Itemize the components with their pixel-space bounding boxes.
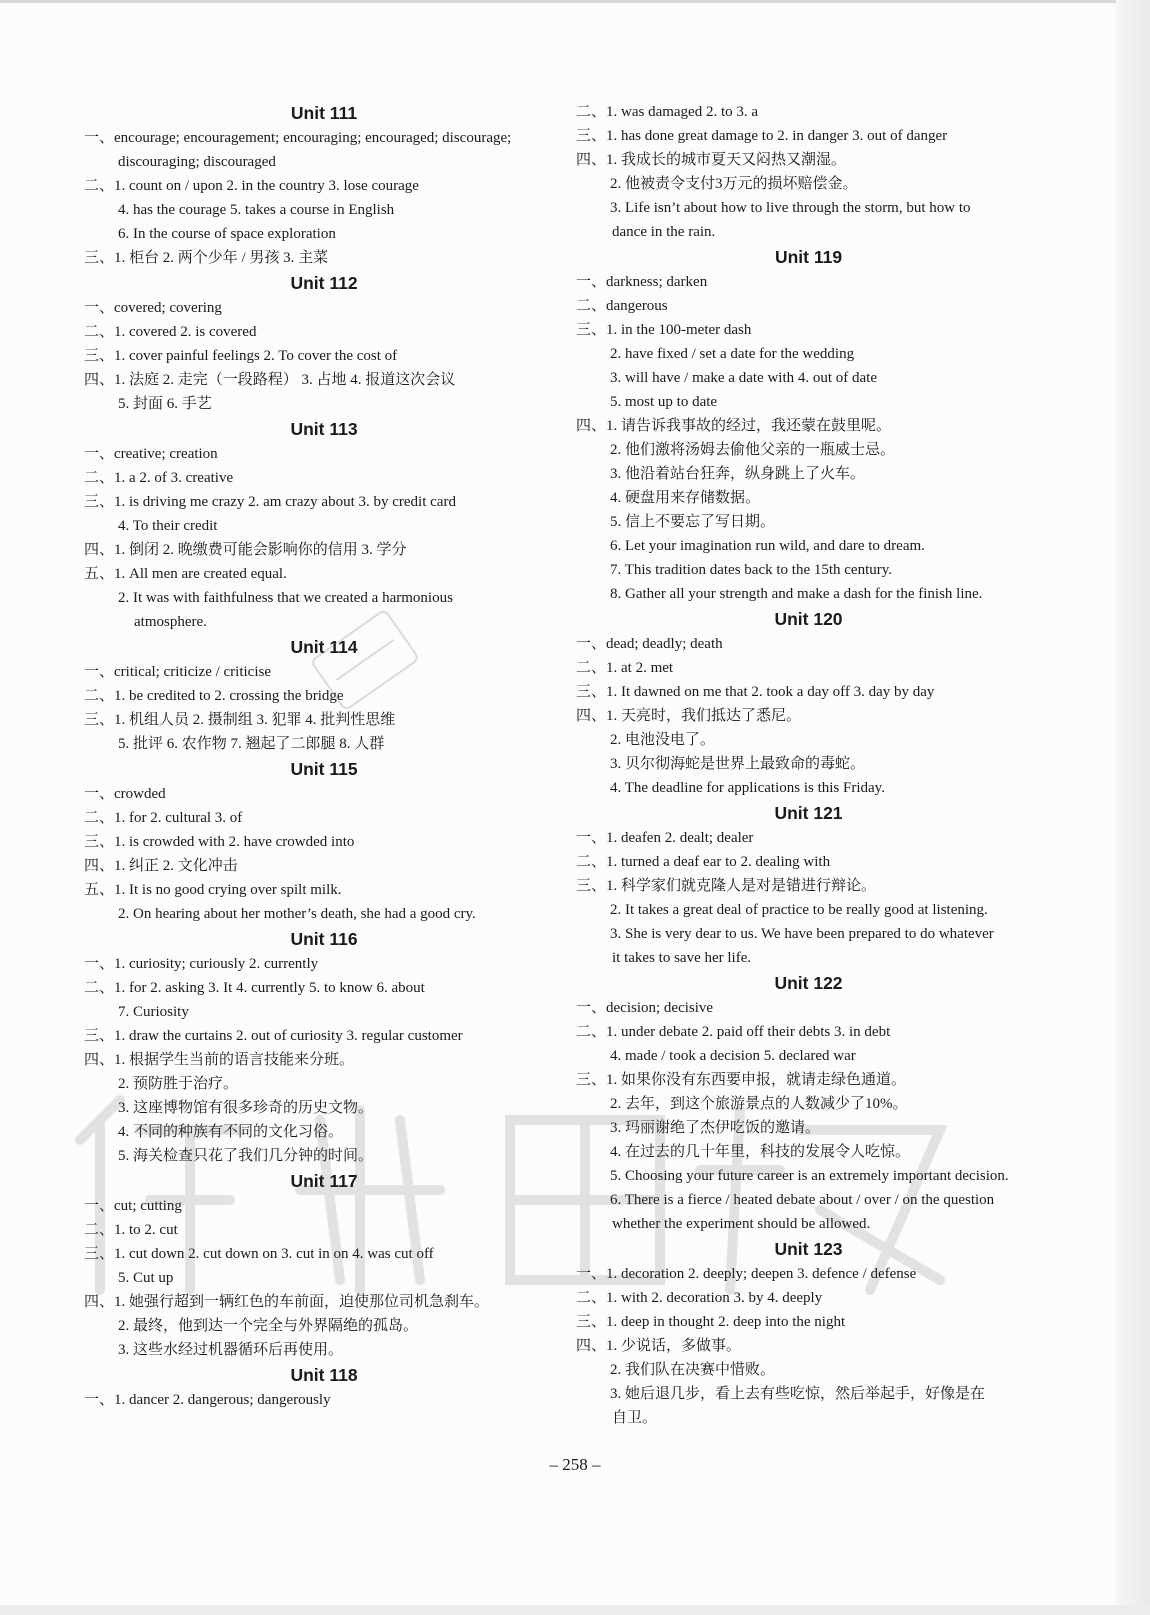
- answer-line: 5. most up to date: [610, 394, 718, 410]
- answer-line: 一、1. decoration 2. deeply; deepen 3. defence / defense: [576, 1266, 917, 1282]
- unit-section: [576, 970, 1041, 1236]
- answer-line: 一、creative; creation: [84, 446, 218, 462]
- answer-line: 2. 他们激将汤姆去偷他父亲的一瓶威士忌。: [610, 442, 896, 458]
- answer-line: 二、1. with 2. decoration 3. by 4. deeply: [576, 1290, 823, 1306]
- answer-line: 7. Curiosity: [118, 1004, 189, 1020]
- unit-title: Unit 112: [290, 273, 358, 293]
- answer-line: 三、1. 如果你没有东西要申报，就请走绿色通道。: [576, 1072, 907, 1088]
- answer-line: 二、1. turned a deaf ear to 2. dealing with: [576, 854, 831, 870]
- answer-line: 五、1. All men are created equal.: [84, 566, 287, 582]
- answer-line: 三、1. is crowded with 2. have crowded into: [84, 834, 355, 850]
- answer-line: 一、encourage; encouragement; encouraging; encouraged; discourage;: [84, 130, 512, 146]
- answer-line: 三、1. 机组人员 2. 摄制组 3. 犯罪 4. 批判性思维: [84, 712, 396, 728]
- page-number: – 258 –: [549, 1455, 601, 1474]
- answer-line: 一、1. dancer 2. dangerous; dangerously: [84, 1392, 331, 1408]
- unit-title: Unit 113: [290, 419, 358, 439]
- answer-line: 3. 她后退几步，看上去有些吃惊，然后举起手，好像是在: [610, 1386, 986, 1402]
- answer-line: whether the experiment should be allowed.: [612, 1216, 871, 1232]
- answer-line: 三、1. cover painful feelings 2. To cover the cost of: [84, 348, 398, 364]
- answer-line: 2. On hearing about her mother’s death, she had a good cry.: [118, 906, 476, 922]
- unit-section: [84, 756, 564, 926]
- answer-line: 2. 最终，他到达一个完全与外界隔绝的孤岛。: [118, 1318, 419, 1334]
- answer-line: 6. There is a fierce / heated debate about / over / on the question: [610, 1192, 995, 1208]
- answer-line: 二、1. at 2. met: [576, 660, 674, 676]
- answer-line: 一、darkness; darken: [576, 274, 708, 290]
- unit-title: Unit 120: [774, 609, 843, 629]
- answer-line: 二、dangerous: [576, 298, 668, 314]
- answer-line: 3. 他沿着站台狂奔，纵身跳上了火车。: [610, 466, 866, 482]
- answer-line: 2. It was with faithfulness that we created a harmonious: [118, 590, 453, 606]
- unit-title: Unit 122: [774, 973, 843, 993]
- unit-title: Unit 115: [290, 759, 358, 779]
- unit-title: Unit 111: [290, 103, 358, 123]
- answer-line: 一、1. curiosity; curiously 2. currently: [84, 956, 319, 972]
- answer-line: 2. have fixed / set a date for the wedding: [610, 346, 855, 362]
- answer-line: 4. 不同的种族有不同的文化习俗。: [118, 1124, 344, 1140]
- answer-line: 三、1. deep in thought 2. deep into the night: [576, 1314, 846, 1330]
- answer-line: 二、1. under debate 2. paid off their debts 3. in debt: [576, 1024, 891, 1040]
- answer-line: 三、1. It dawned on me that 2. took a day off 3. day by day: [576, 684, 935, 700]
- answer-line: 5. 信上不要忘了写日期。: [610, 514, 776, 530]
- answer-line: 三、1. cut down 2. cut down on 3. cut in on 4. was cut off: [84, 1246, 434, 1262]
- right-column: [576, 100, 1041, 1430]
- scan-edge-right: [1116, 0, 1150, 1615]
- answer-line: discouraging; discouraged: [118, 154, 276, 170]
- answer-line: 二、1. covered 2. is covered: [84, 324, 257, 340]
- answer-line: 三、1. 科学家们就克隆人是对是错进行辩论。: [576, 878, 877, 894]
- answer-line: 3. Life isn’t about how to live through the storm, but how to: [610, 200, 971, 216]
- answer-line: 四、1. 倒闭 2. 晚缴费可能会影响你的信用 3. 学分: [84, 542, 407, 558]
- answer-line: 2. 电池没电了。: [610, 732, 716, 748]
- answer-line: 7. This tradition dates back to the 15th century.: [610, 562, 893, 578]
- answer-line: 二、1. was damaged 2. to 3. a: [576, 104, 759, 120]
- answer-line: 3. 玛丽谢绝了杰伊吃饭的邀请。: [610, 1120, 821, 1136]
- answer-line: 5. 批评 6. 农作物 7. 翘起了二郎腿 8. 人群: [118, 736, 385, 752]
- unit-title: Unit 119: [774, 247, 843, 267]
- answer-line: 四、1. 天亮时，我们抵达了悉尼。: [576, 708, 802, 724]
- left-column: [84, 100, 564, 1412]
- answer-line: 3. will have / make a date with 4. out of date: [610, 370, 878, 386]
- answer-line: 2. It takes a great deal of practice to be really good at listening.: [610, 902, 988, 918]
- answer-line: 五、1. It is no good crying over spilt milk.: [84, 882, 342, 898]
- unit-title: Unit 116: [290, 929, 358, 949]
- unit-section: [84, 270, 564, 416]
- answer-line: 5. Cut up: [118, 1270, 174, 1286]
- answer-line: 四、1. 法庭 2. 走完（一段路程） 3. 占地 4. 报道这次会议: [84, 372, 456, 388]
- answer-line: 8. Gather all your strength and make a dash for the finish line.: [610, 586, 983, 602]
- answer-line: 2. 去年，到这个旅游景点的人数减少了10%。: [610, 1096, 908, 1112]
- unit-section: [84, 416, 564, 634]
- unit-section: [576, 100, 1041, 244]
- answer-line: 自卫。: [612, 1410, 658, 1426]
- unit-section: [576, 244, 1041, 606]
- answer-line: 四、1. 少说话，多做事。: [576, 1338, 742, 1354]
- answer-line: 3. 贝尔彻海蛇是世界上最致命的毒蛇。: [610, 756, 866, 772]
- answer-line: 5. Choosing your future career is an extremely important decision.: [610, 1168, 1009, 1184]
- answer-line: 2. 我们队在决赛中惜败。: [610, 1362, 776, 1378]
- answer-line: 四、1. 我成长的城市夏天又闷热又潮湿。: [576, 152, 847, 168]
- scan-edge-top: [0, 0, 1150, 3]
- answer-line: 二、1. count on / upon 2. in the country 3. lose courage: [84, 178, 419, 194]
- answer-line: 三、1. is driving me crazy 2. am crazy about 3. by credit card: [84, 494, 456, 510]
- answer-line: 一、1. deafen 2. dealt; dealer: [576, 830, 754, 846]
- unit-section: [576, 800, 1041, 970]
- answer-line: 5. 封面 6. 手艺: [118, 396, 212, 412]
- answer-line: 4. has the courage 5. takes a course in English: [118, 202, 395, 218]
- unit-title: Unit 123: [774, 1239, 843, 1259]
- answer-line: it takes to save her life.: [612, 950, 752, 966]
- answer-line: 4. 硬盘用来存储数据。: [610, 490, 761, 506]
- unit-section: [84, 1168, 564, 1362]
- unit-title: Unit 114: [290, 637, 358, 657]
- unit-section: [84, 100, 564, 270]
- answer-line: 四、1. 纠正 2. 文化冲击: [84, 858, 238, 874]
- answer-line: 一、covered; covering: [84, 300, 222, 316]
- answer-line: dance in the rain.: [612, 224, 716, 240]
- answer-line: 三、1. has done great damage to 2. in danger 3. out of danger: [576, 128, 948, 144]
- answer-line: 5. 海关检查只花了我们几分钟的时间。: [118, 1148, 374, 1164]
- answer-line: 四、1. 请告诉我事故的经过，我还蒙在鼓里呢。: [576, 418, 892, 434]
- unit-section: [84, 926, 564, 1168]
- answer-line: 二、1. a 2. of 3. creative: [84, 470, 234, 486]
- answer-line: 二、1. be credited to 2. crossing the bridge: [84, 688, 344, 704]
- answer-line: 2. 他被责令支付3万元的损坏赔偿金。: [610, 176, 858, 192]
- unit-title: Unit 117: [290, 1171, 358, 1191]
- answer-line: 三、1. in the 100-meter dash: [576, 322, 752, 338]
- unit-title: Unit 118: [290, 1365, 358, 1385]
- answer-line: 6. Let your imagination run wild, and dare to dream.: [610, 538, 925, 554]
- answer-line: 一、dead; deadly; death: [576, 636, 723, 652]
- answer-line: 一、decision; decisive: [576, 1000, 714, 1016]
- unit-section: [84, 1362, 564, 1412]
- answer-line: 二、1. for 2. cultural 3. of: [84, 810, 243, 826]
- unit-section: [576, 606, 1041, 800]
- answer-line: 4. 在过去的几十年里，科技的发展令人吃惊。: [610, 1144, 911, 1160]
- answer-line: 4. The deadline for applications is this Friday.: [610, 780, 885, 796]
- answer-line: 一、critical; criticize / criticise: [84, 664, 271, 680]
- answer-line: 一、cut; cutting: [84, 1198, 182, 1214]
- answer-line: 三、1. draw the curtains 2. out of curiosity 3. regular customer: [84, 1028, 463, 1044]
- answer-line: 3. She is very dear to us. We have been prepared to do whatever: [610, 926, 994, 942]
- answer-line: 4. made / took a decision 5. declared war: [610, 1048, 856, 1064]
- answer-line: 3. 这座博物馆有很多珍奇的历史文物。: [118, 1100, 374, 1116]
- answer-line: 四、1. 根据学生当前的语言技能来分班。: [84, 1052, 355, 1068]
- answer-line: 二、1. to 2. cut: [84, 1222, 178, 1238]
- answer-line: atmosphere.: [134, 614, 207, 630]
- answer-line: 6. In the course of space exploration: [118, 226, 336, 242]
- scan-edge-bottom: [0, 1605, 1150, 1615]
- answer-line: 3. 这些水经过机器循环后再使用。: [118, 1342, 344, 1358]
- answer-line: 四、1. 她强行超到一辆红色的车前面，迫使那位司机急刹车。: [84, 1294, 490, 1310]
- answer-line: 二、1. for 2. asking 3. It 4. currently 5. to know 6. about: [84, 980, 425, 996]
- answer-line: 4. To their credit: [118, 518, 218, 534]
- unit-section: [576, 1236, 1041, 1430]
- answer-line: 2. 预防胜于治疗。: [118, 1076, 239, 1092]
- answer-line: 一、crowded: [84, 786, 166, 802]
- unit-section: [84, 634, 564, 756]
- answer-line: 三、1. 柜台 2. 两个少年 / 男孩 3. 主菜: [84, 250, 329, 266]
- unit-title: Unit 121: [774, 803, 843, 823]
